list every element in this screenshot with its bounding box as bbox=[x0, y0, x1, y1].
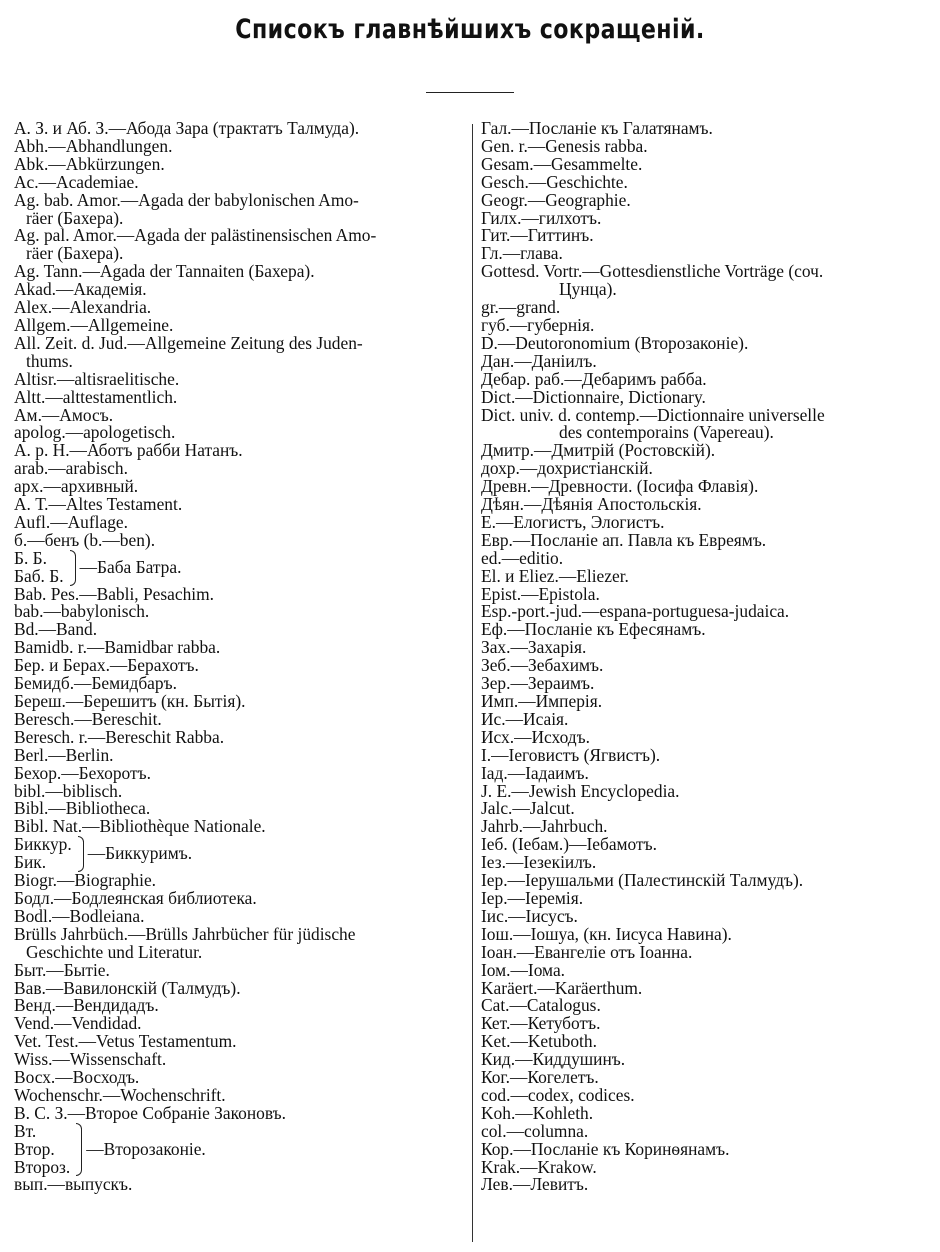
abbrev-entry: Гит.—Гиттинъ. bbox=[481, 225, 594, 246]
column-divider bbox=[472, 124, 473, 1242]
abbrev-entry: Исх.—Исходъ. bbox=[481, 726, 590, 747]
brace-icon bbox=[70, 550, 76, 586]
abbrev-entry: Имп.—Имперія. bbox=[481, 691, 603, 711]
abbrev-entry-continuation: thums. bbox=[26, 350, 73, 371]
abbrev-entry: Krak.—Krakow. bbox=[481, 1156, 597, 1177]
abbrev-entry: Allgem.—Allgemeine. bbox=[14, 314, 174, 335]
abbrev-entry: bab.—babylonisch. bbox=[14, 601, 150, 622]
abbrev-entry-continuation: räer (Бахера). bbox=[26, 207, 124, 228]
abbrev-entry: bibl.—biblisch. bbox=[14, 780, 123, 801]
abbrev-meaning: —Биккуримъ. bbox=[87, 843, 193, 864]
abbrev-entry: Гилх.—гилхотъ. bbox=[481, 207, 602, 228]
abbrev-key: Вт. bbox=[14, 1120, 37, 1141]
abbrev-entry: Gen. r.—Genesis rabba. bbox=[481, 135, 648, 156]
abbrev-entry: Ис.—Исаія. bbox=[481, 708, 569, 729]
abbrev-entry: Венд.—Вендидадъ. bbox=[14, 995, 159, 1016]
abbrev-entry: Іез.—Іезекіилъ. bbox=[481, 852, 597, 873]
abbrev-entry: Berl.—Berlin. bbox=[14, 744, 114, 765]
abbrev-meaning: —Баба Батра. bbox=[79, 556, 182, 577]
abbrev-key: Баб. Б. bbox=[14, 565, 64, 586]
abbrev-entry: Зер.—Зераимъ. bbox=[481, 673, 595, 694]
abbrev-entry: Бехор.—Бехоротъ. bbox=[14, 762, 151, 783]
abbrev-entry: Іад.—Іадаимъ. bbox=[481, 762, 589, 783]
abbrev-entry: Bibl. Nat.—Bibliothèque Nationale. bbox=[14, 816, 266, 837]
abbrev-entry: Іис.—Іисусъ. bbox=[481, 905, 578, 926]
abbrev-entry: Гал.—Посланіе къ Галатянамъ. bbox=[481, 118, 713, 138]
abbrev-entry: Wiss.—Wissenschaft. bbox=[14, 1049, 167, 1070]
abbrev-entry: губ.—губернія. bbox=[481, 314, 595, 335]
abbrev-entry: Biogr.—Biographie. bbox=[14, 870, 157, 891]
abbrev-entry: Koh.—Kohleth. bbox=[481, 1102, 594, 1123]
abbrev-entry: Bd.—Band. bbox=[14, 619, 98, 640]
abbrev-entry: Бер. и Берах.—Берахотъ. bbox=[14, 655, 199, 676]
left-column bbox=[14, 120, 466, 1194]
abbrev-entry: Epist.—Epistola. bbox=[481, 583, 600, 604]
abbrev-entry: D.—Deutoronomium (Второзаконіе). bbox=[481, 332, 749, 353]
abbrev-entry: Быт.—Бытіе. bbox=[14, 959, 110, 980]
abbrev-entry: Ac.—Academiae. bbox=[14, 171, 139, 192]
abbrev-entry: Кор.—Посланіе къ Коринѳянамъ. bbox=[481, 1138, 730, 1159]
title-rule bbox=[426, 92, 514, 93]
abbrev-entry: Ag. bab. Amor.—Agada der babylonischen Amo- bbox=[14, 189, 359, 210]
abbrev-entry: J. E.—Jewish Encyclopedia. bbox=[481, 780, 680, 801]
abbrev-entry: Ам.—Амосъ. bbox=[14, 404, 114, 425]
abbrev-key: Втор. bbox=[14, 1138, 55, 1159]
abbrev-entry: Древн.—Древности. (Іосифа Флавія). bbox=[481, 476, 759, 497]
abbrev-entry: Gesch.—Geschichte. bbox=[481, 171, 628, 192]
abbrev-entry: Дмитр.—Дмитрій (Ростовскій). bbox=[481, 440, 716, 461]
abbrev-entry: А. р. Н.—Аботъ рабби Натанъ. bbox=[14, 440, 243, 461]
abbrev-entry: All. Zeit. d. Jud.—Allgemeine Zeitung des Juden- bbox=[14, 332, 363, 353]
abbrev-entry: Vend.—Vendidad. bbox=[14, 1013, 142, 1034]
abbrev-entry: Зах.—Захарія. bbox=[481, 637, 587, 658]
abbrev-entry: ed.—editio. bbox=[481, 547, 564, 568]
abbrev-entry: Береш.—Берешитъ (кн. Бытія). bbox=[14, 691, 246, 711]
abbrev-key: Б. Б. bbox=[14, 547, 48, 568]
abbrev-entry: Alex.—Alexandria. bbox=[14, 297, 152, 318]
abbrev-entry: В. С. З.—Второе Собраніе Законовъ. bbox=[14, 1102, 286, 1123]
abbrev-entry: Jahrb.—Jahrbuch. bbox=[481, 816, 608, 837]
abbrev-entry: І.—Іеговистъ (Ягвистъ). bbox=[481, 744, 661, 765]
abbrev-entry: col.—columna. bbox=[481, 1120, 589, 1141]
abbrev-entry: Dict. univ. d. contemp.—Dictionnaire universelle bbox=[481, 404, 825, 425]
abbrev-entry: Bibl.—Bibliotheca. bbox=[14, 798, 151, 819]
abbrev-entry-continuation: räer (Бахера). bbox=[26, 243, 124, 264]
abbrev-entry: Восх.—Восходъ. bbox=[14, 1067, 140, 1088]
abbrev-entry: дохр.—дохристіанскій. bbox=[481, 458, 653, 479]
abbrev-entry: Гл.—глава. bbox=[481, 243, 563, 264]
abbrev-entry: Дѣян.—Дѣянія Апостольскія. bbox=[481, 494, 702, 515]
abbrev-entry: Іош.—Іошуа, (кн. Іисуса Навина). bbox=[481, 923, 732, 944]
abbrev-key: Бик. bbox=[14, 852, 47, 873]
abbrev-group-bikkurim bbox=[14, 836, 466, 872]
abbrev-entry: apolog.—apologetisch. bbox=[14, 422, 176, 443]
abbrev-entry: Ag. pal. Amor.—Agada der palästinensischen Amo- bbox=[14, 225, 377, 246]
abbrev-entry: Ag. Tann.—Agada der Tannaiten (Бахера). bbox=[14, 261, 315, 282]
abbrev-entry: Іер.—Іерушальми (Палестинскій Талмудъ). bbox=[481, 870, 804, 891]
abbrev-entry: Beresch.—Bereschit. bbox=[14, 708, 162, 729]
abbrev-entry: cod.—codex, codices. bbox=[481, 1084, 635, 1105]
abbrev-meaning: —Второзаконіе. bbox=[86, 1138, 206, 1159]
abbrev-entry: Ког.—Когелетъ. bbox=[481, 1067, 599, 1088]
abbrev-group-baba-batra bbox=[14, 547, 466, 586]
abbrev-entry: El. и Eliez.—Eliezer. bbox=[481, 565, 629, 586]
abbrev-entry: б.—бенъ (b.—ben). bbox=[14, 529, 156, 550]
abbrev-entry: Bamidb. r.—Bamidbar rabba. bbox=[14, 637, 221, 658]
abbrev-entry: Abh.—Abhandlungen. bbox=[14, 135, 173, 156]
abbrev-entry-continuation: Цунца). bbox=[559, 279, 617, 300]
abbrev-entry: Akad.—Академія. bbox=[14, 279, 147, 300]
right-column bbox=[481, 120, 929, 1194]
abbrev-key: Биккур. bbox=[14, 834, 72, 855]
abbrev-entry: Karäert.—Karäerthum. bbox=[481, 977, 643, 998]
abbrev-entry-continuation: des contemporains (Vapereau). bbox=[559, 422, 774, 443]
abbrev-entry: Gesam.—Gesammelte. bbox=[481, 153, 643, 174]
abbrev-entry: А. Т.—Altes Testament. bbox=[14, 494, 183, 515]
abbrev-entry: arab.—arabisch. bbox=[14, 458, 128, 479]
abbrev-entry: Еф.—Посланіе къ Ефесянамъ. bbox=[481, 619, 706, 640]
abbrev-entry: Wochenschr.—Wochenschrift. bbox=[14, 1084, 226, 1105]
abbrev-entry: Бемидб.—Бемидбаръ. bbox=[14, 673, 177, 694]
abbrev-group-vtorozakonie bbox=[14, 1120, 466, 1177]
abbrev-entry: Altisr.—altisraelitische. bbox=[14, 368, 180, 389]
abbrev-entry: Geogr.—Geographie. bbox=[481, 189, 631, 210]
abbrev-entry: Іер.—Іеремія. bbox=[481, 887, 584, 908]
abbrev-entry: Bab. Pes.—Babli, Pesachim. bbox=[14, 583, 214, 604]
abbrev-entry: Abk.—Abkürzungen. bbox=[14, 153, 165, 174]
abbrev-entry: Cat.—Catalogus. bbox=[481, 995, 601, 1016]
abbrev-entry-continuation: Geschichte und Literatur. bbox=[26, 941, 203, 962]
abbrev-entry: Bodl.—Bodleiana. bbox=[14, 905, 145, 926]
abbrev-entry: Зеб.—Зебахимъ. bbox=[481, 655, 604, 676]
abbrev-entry: Aufl.—Auflage. bbox=[14, 511, 128, 532]
abbrev-entry: Кид.—Киддушинъ. bbox=[481, 1049, 626, 1070]
abbrev-entry: Vet. Test.—Vetus Testamentum. bbox=[14, 1031, 237, 1052]
brace-icon bbox=[78, 836, 84, 872]
abbrev-entry: Altt.—alttestamentlich. bbox=[14, 386, 178, 407]
abbrev-entry: арх.—архивный. bbox=[14, 476, 139, 497]
abbrev-entry: Евр.—Посланіе ап. Павла къ Евреямъ. bbox=[481, 529, 767, 550]
abbrev-entry: вып.—выпускъ. bbox=[14, 1174, 133, 1195]
abbrev-entry: Вав.—Вавилонскій (Талмудъ). bbox=[14, 977, 241, 998]
abbrev-key: Второз. bbox=[14, 1156, 71, 1177]
abbrev-entry: А. З. и Аб. З.—Абода Зара (трактатъ Талмуда). bbox=[14, 118, 360, 138]
abbrev-entry: Brülls Jahrbüch.—Brülls Jahrbücher für jüdische bbox=[14, 923, 356, 944]
abbrev-entry: Gottesd. Vortr.—Gottesdienstliche Vorträge (соч. bbox=[481, 261, 824, 282]
abbrev-entry: Е.—Елогистъ, Элогистъ. bbox=[481, 511, 665, 532]
abbrev-entry: gr.—grand. bbox=[481, 297, 561, 318]
abbrev-entry: Esp.-port.-jud.—espana-portuguesa-judaica. bbox=[481, 601, 790, 622]
abbrev-entry: Бодл.—Бодлеянская библиотека. bbox=[14, 887, 257, 908]
abbrev-entry: Дебар. раб.—Дебаримъ рабба. bbox=[481, 368, 707, 389]
abbrev-entry: Dict.—Dictionnaire, Dictionary. bbox=[481, 386, 706, 407]
abbrev-entry: Іом.—Іома. bbox=[481, 959, 566, 980]
abbrev-entry: Jalc.—Jalcut. bbox=[481, 798, 575, 819]
brace-icon bbox=[76, 1123, 82, 1177]
abbrev-entry: Ket.—Ketuboth. bbox=[481, 1031, 597, 1052]
abbrev-entry: Лев.—Левитъ. bbox=[481, 1174, 589, 1195]
abbrev-entry: Дан.—Даніилъ. bbox=[481, 350, 597, 371]
abbrev-entry: Іеб. (Іебам.)—Іебамотъ. bbox=[481, 834, 657, 855]
page-title: Списокъ главнѣйшихъ сокращеній. bbox=[235, 14, 705, 45]
abbrev-entry: Beresch. r.—Bereschit Rabba. bbox=[14, 726, 225, 747]
abbrev-entry: Іоан.—Евангеліе отъ Іоанна. bbox=[481, 941, 693, 962]
abbrev-entry: Кет.—Кетуботъ. bbox=[481, 1013, 601, 1034]
